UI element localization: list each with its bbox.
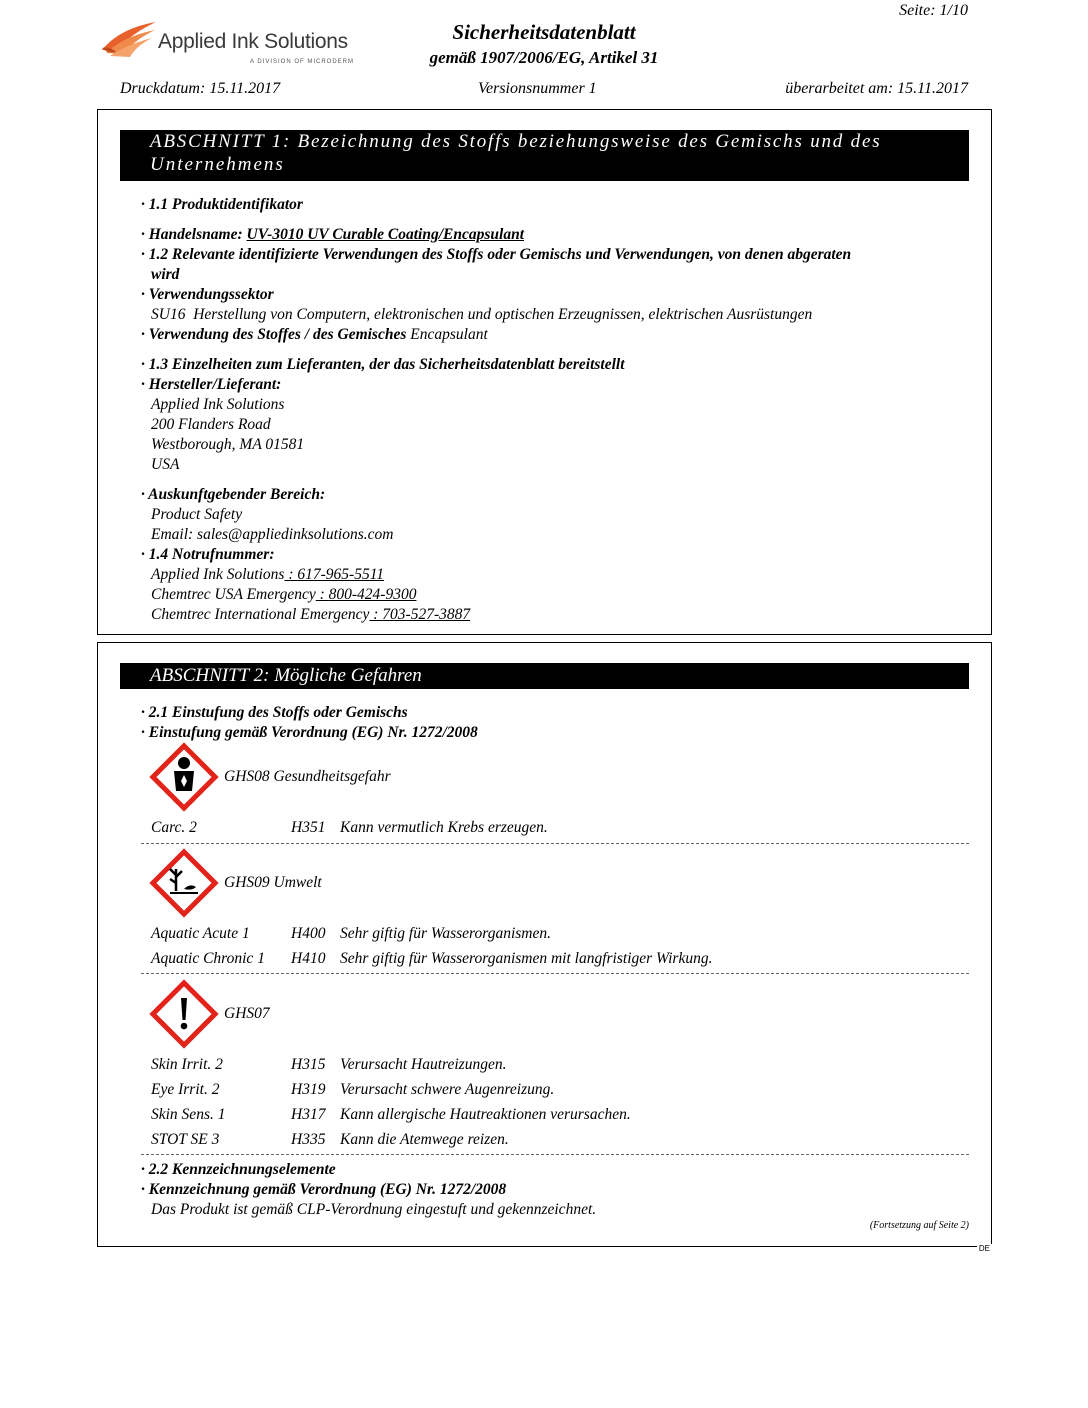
supplier-details: · 1.3 Einzelheiten zum Lieferanten, der das Sicherheitsdatenblatt bereitstellt <box>141 356 625 373</box>
section-1-box <box>97 109 992 635</box>
sector-text: Herstellung von Computern, elektronischen und optischen Erzeugnissen, elektrischen Ausrüstungen <box>193 306 813 323</box>
divider <box>141 973 969 974</box>
section-1-heading <box>120 130 969 181</box>
section-2-box: ABSCHNITT 2: Mögliche Gefahren · 2.1 Einstufung des Stoffs oder Gemischs · Einstufung gemäß Verordnung (EG) Nr. 1272/2008 GHS08 Gesundheitsgefahr Carc. 2 H351 Kann vermutlich Krebs erzeugen. GHS09 Umwelt Aquatic Acute 1 H400 Sehr giftig für Wasserorganismen. Aquatic Chronic 1 H410 Sehr giftig für Wasserorganismen mit langfristiger Wirkung. GHS07 Skin Irrit. 2 H315 Verursacht Hautreizungen. Eye Irrit. 2 H319 Verursacht schwere Augenreizung. Skin Sens. 1 H317 Kann allergische Hautreaktionen verursachen. STOT SE 3 H335 Kann die Atemwege reizen. · 2.2 Kennzeichnungselemente · Kennzeichnung gemäß Verordnung (EG) Nr. 1272/2008 Das Produkt ist gemäß CLP-Verordnung eingestuft und gekennzeichnet. (Fortsetzung auf Seite 2) DE <box>97 642 992 1247</box>
label-note: Das Produkt ist gemäß CLP-Verordnung eingestuft und gekennzeichnet. <box>151 1201 597 1218</box>
divider <box>141 1154 969 1155</box>
usage-value: Encapsulant <box>410 326 488 343</box>
sector-label: · Verwendungssektor <box>141 286 274 303</box>
trade-name-line: · Handelsname: UV-3010 UV Curable Coating/Encapsulant <box>141 226 524 243</box>
language-tag: DE <box>978 1244 990 1253</box>
relevant-uses-line2: wird <box>151 266 180 283</box>
address-line: USA <box>151 456 180 473</box>
manufacturer-label: · Hersteller/Lieferant: <box>141 376 282 393</box>
usage-line: · Verwendung des Stoffes / des Gemisches Encapsulant <box>141 326 488 343</box>
company-name: Applied Ink Solutions <box>158 30 348 53</box>
address-line: 200 Flanders Road <box>151 416 271 433</box>
address-line: Applied Ink Solutions <box>151 396 285 413</box>
emergency-line: Applied Ink Solutions : 617-965-5511 <box>151 566 385 583</box>
emergency-line: Chemtrec USA Emergency : 800-424-9300 <box>151 586 417 603</box>
relevant-uses-line1: · 1.2 Relevante identifizierte Verwendungen des Stoffs oder Gemischs und Verwendungen, von denen abgeraten <box>141 246 852 263</box>
document-subtitle: gemäß 1907/2006/EG, Artikel 31 <box>429 48 659 67</box>
classification-heading: · 2.1 Einstufung des Stoffs oder Gemischs <box>141 704 408 721</box>
health-hazard-icon <box>148 741 220 813</box>
document-title: Sicherheitsdatenblatt <box>452 20 636 44</box>
product-identifier: · 1.1 Produktidentifikator <box>141 196 303 213</box>
emergency-number[interactable]: 800-424-9300 <box>328 586 417 603</box>
emergency-line: Chemtrec International Emergency : 703-527-3887 <box>151 606 471 623</box>
section-1-heading-line2: Unternehmens <box>150 154 285 175</box>
section-1-heading-line1: ABSCHNITT 1: Bezeichnung des Stoffs beziehungsweise des Gemischs und des <box>150 131 882 152</box>
classification-regulation: · Einstufung gemäß Verordnung (EG) Nr. 1272/2008 <box>141 724 478 741</box>
emergency-label: · 1.4 Notrufnummer: <box>141 546 275 563</box>
address-line: Westborough, MA 01581 <box>151 436 305 453</box>
environment-icon <box>148 847 220 919</box>
version-number: Versionsnummer 1 <box>478 80 597 97</box>
sector-line <box>151 305 812 325</box>
email-link[interactable]: Email: sales@appliedinksolutions.com <box>151 526 394 543</box>
emergency-number[interactable]: 617-965-5511 <box>297 566 385 583</box>
label-regulation: · Kennzeichnung gemäß Verordnung (EG) Nr. 1272/2008 <box>141 1181 507 1198</box>
continuation-note: (Fortsetzung auf Seite 2) <box>869 1220 969 1231</box>
ghs08-label: GHS08 Gesundheitsgefahr <box>224 768 391 785</box>
revision-date: überarbeitet am: 15.11.2017 <box>785 80 968 97</box>
divider <box>141 843 969 844</box>
sector-code: SU16 <box>151 306 186 323</box>
label-elements: · 2.2 Kennzeichnungselemente <box>141 1161 336 1178</box>
ghs07-label: GHS07 <box>224 1005 270 1022</box>
info-label: · Auskunftgebender Bereich: <box>141 486 326 503</box>
page-number: Seite: 1/10 <box>899 2 968 19</box>
trade-name: UV-3010 UV Curable Coating/Encapsulant <box>246 226 524 243</box>
company-sub: A DIVISION OF MICRODERM <box>250 59 355 65</box>
exclamation-icon <box>148 978 220 1050</box>
print-date: Druckdatum: 15.11.2017 <box>120 80 281 97</box>
info-dept: Product Safety <box>151 506 243 523</box>
emergency-number[interactable]: 703-527-3887 <box>382 606 471 623</box>
section-2-heading: ABSCHNITT 2: Mögliche Gefahren <box>120 663 969 689</box>
ghs09-label: GHS09 Umwelt <box>224 874 322 891</box>
